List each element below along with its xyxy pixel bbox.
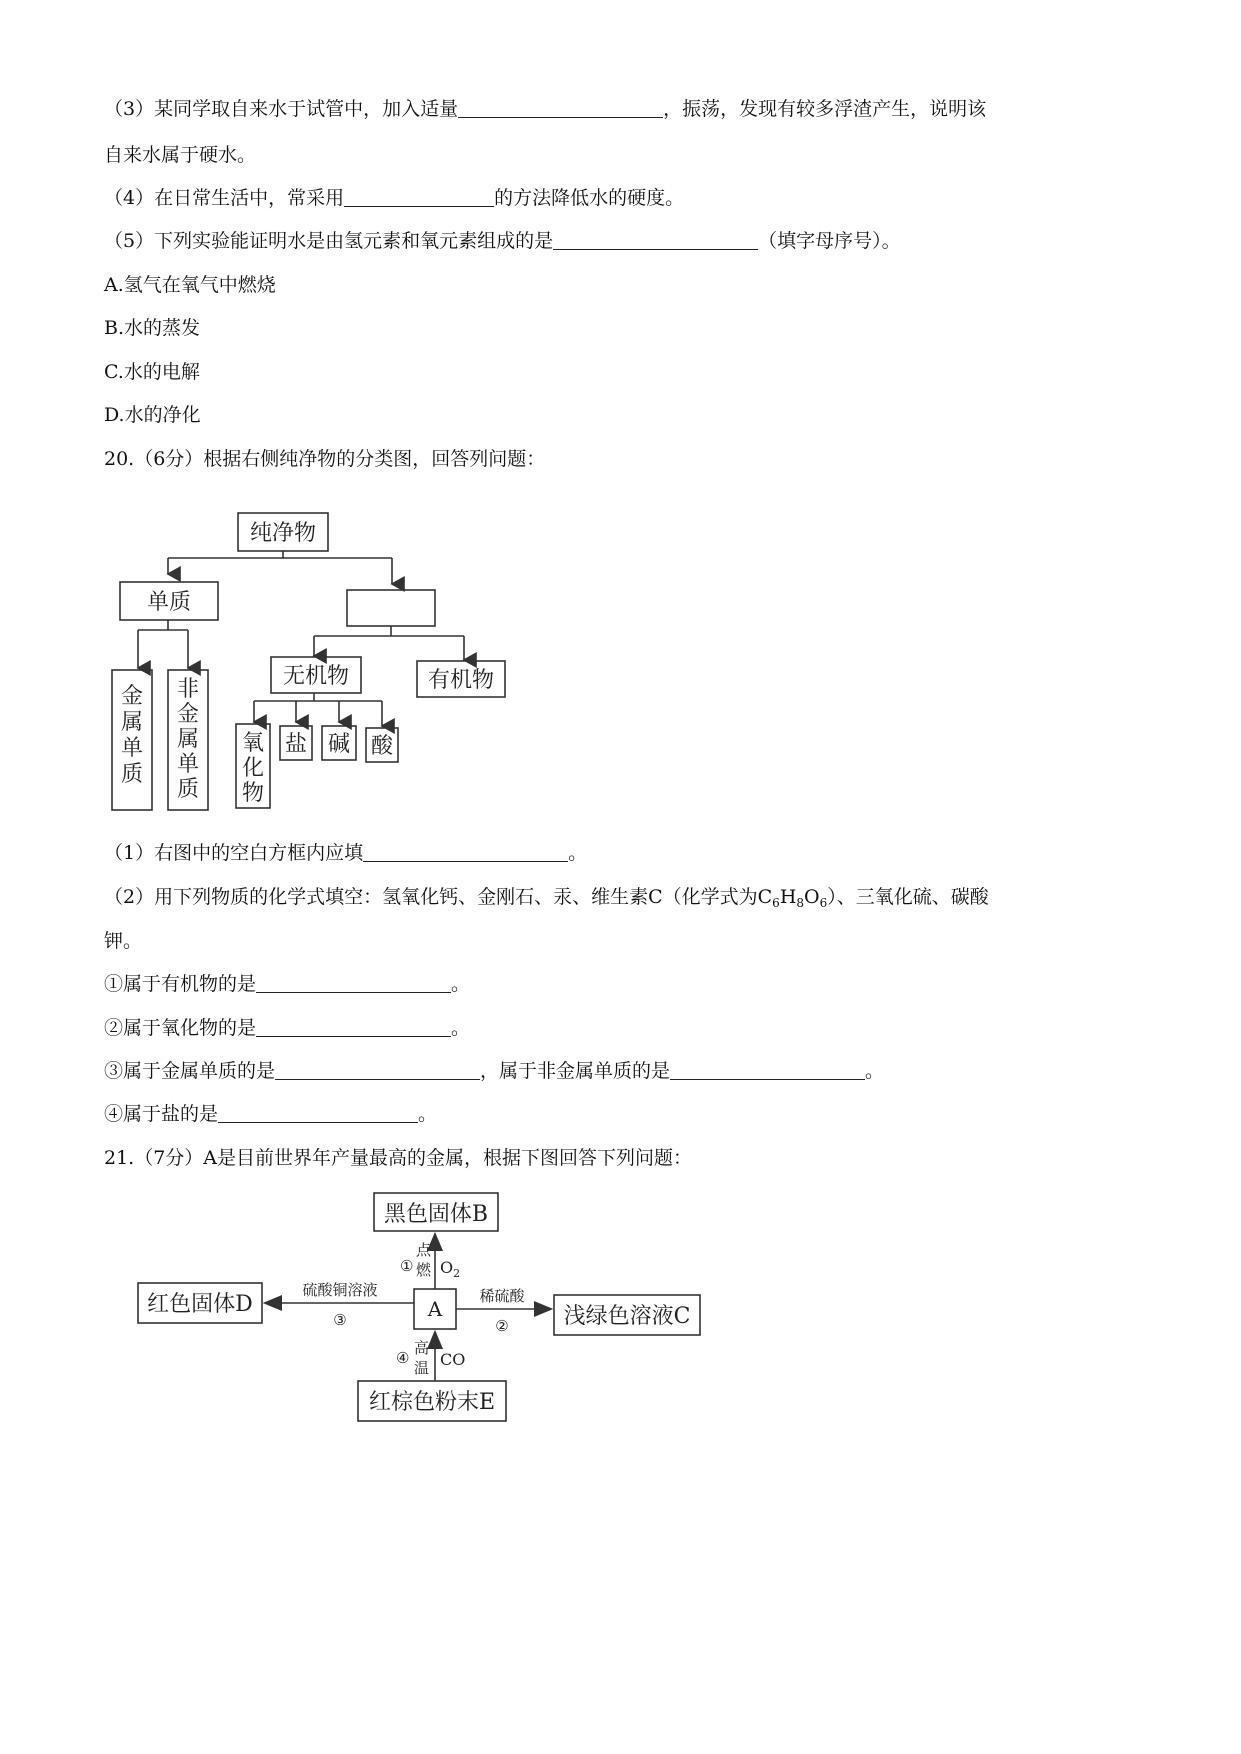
step4-num: ④ (396, 1349, 410, 1367)
oxide-char-2: 化 (241, 756, 265, 781)
q20-item2: ②属于氧化物的是 。 (104, 1017, 471, 1039)
label-d: 红色固体D (147, 1292, 253, 1317)
q19-part3-blank[interactable] (458, 99, 663, 118)
oxide-char-1: 氧 (241, 731, 265, 756)
q19-part3-line2: 自来水属于硬水。 (104, 144, 257, 166)
acid-label: 酸 (370, 734, 394, 759)
q20-part2-line1: （2）用下列物质的化学式填空：氢氧化钙、金刚石、汞、维生素C（化学式为$C_6H_8O_6$）、三氧化硫、碳酸 (104, 886, 989, 910)
q20-part2-line2: 钾。 (104, 930, 143, 952)
q20-item1-blank[interactable] (256, 974, 451, 993)
step1-cond-2: 燃 (416, 1261, 432, 1279)
nonmetal-char-5: 质 (176, 777, 200, 802)
root-label: 纯净物 (249, 521, 317, 546)
label-e: 红棕色粉末E (368, 1390, 496, 1415)
q20-item3: ③属于金属单质的是 ，属于非金属单质的是 。 (104, 1060, 885, 1082)
metal-char-4: 质 (120, 762, 144, 787)
q20-title: 20.（6分）根据右侧纯净物的分类图，回答列问题： (104, 448, 546, 470)
step4-reagent: CO (440, 1350, 466, 1369)
classification-diagram (100, 500, 620, 830)
step2-num: ② (495, 1317, 509, 1335)
nonmetal-char-4: 单 (176, 752, 200, 777)
q20-item2-blank[interactable] (256, 1018, 451, 1037)
step4-cond-2: 温 (414, 1359, 430, 1377)
step1-cond-1: 点 (416, 1241, 432, 1259)
q19-option-b: B.水的蒸发 (104, 317, 201, 339)
salt-label: 盐 (284, 732, 308, 757)
q20-part1: （1）右图中的空白方框内应填 。 (104, 842, 588, 864)
q19-option-a: A.氢气在氧气中燃烧 (104, 274, 276, 296)
oxide-char-3: 物 (241, 781, 265, 806)
reaction-diagram (130, 1185, 730, 1435)
organic-label: 有机物 (427, 668, 495, 693)
q19-option-d: D.水的净化 (104, 404, 201, 426)
metal-char-1: 金 (120, 684, 144, 709)
q20-item4-blank[interactable] (218, 1104, 418, 1123)
label-c: 浅绿色溶液C (563, 1304, 691, 1329)
q19-part4-blank[interactable] (344, 188, 494, 207)
step2-reagent: 稀硫酸 (479, 1287, 525, 1305)
nonmetal-char-3: 属 (176, 727, 200, 752)
q19-part5-blank[interactable] (553, 231, 758, 250)
q19-part3-line1: （3）某同学取自来水于试管中，加入适量 ，振荡，发现有较多浮渣产生，说明该 (104, 98, 987, 120)
q19-part4: （4）在日常生活中，常采用 的方法降低水的硬度。 (104, 187, 685, 209)
inorganic-label: 无机物 (282, 664, 350, 689)
label-b: 黑色固体B (383, 1202, 489, 1227)
step3-num: ③ (333, 1311, 347, 1329)
q20-item4: ④属于盐的是 。 (104, 1103, 438, 1125)
label-a: A (427, 1297, 443, 1321)
step1-num: ① (400, 1257, 414, 1275)
q20-item3-blank2[interactable] (670, 1061, 865, 1080)
compound-blank-box (347, 590, 435, 626)
nonmetal-char-1: 非 (176, 677, 200, 702)
metal-char-2: 属 (120, 710, 144, 735)
metal-char-3: 单 (120, 736, 144, 761)
q19-option-c: C.水的电解 (104, 361, 200, 383)
q20-item3-blank1[interactable] (275, 1061, 480, 1080)
q20-item1: ①属于有机物的是 。 (104, 973, 471, 995)
q20-part1-blank[interactable] (363, 843, 568, 862)
step1-reagent: $O_2$ (440, 1258, 461, 1280)
step4-cond-1: 高 (414, 1339, 430, 1357)
step3-reagent: 硫酸铜溶液 (302, 1281, 378, 1299)
elemental-label: 单质 (146, 590, 192, 615)
base-label: 碱 (327, 732, 351, 757)
q21-title: 21.（7分）A是目前世界年产量最高的金属，根据下图回答下列问题： (104, 1147, 693, 1169)
nonmetal-char-2: 金 (176, 702, 200, 727)
q19-part5: （5）下列实验能证明水是由氢元素和氧元素组成的是 （填字母序号）。 (104, 230, 901, 252)
